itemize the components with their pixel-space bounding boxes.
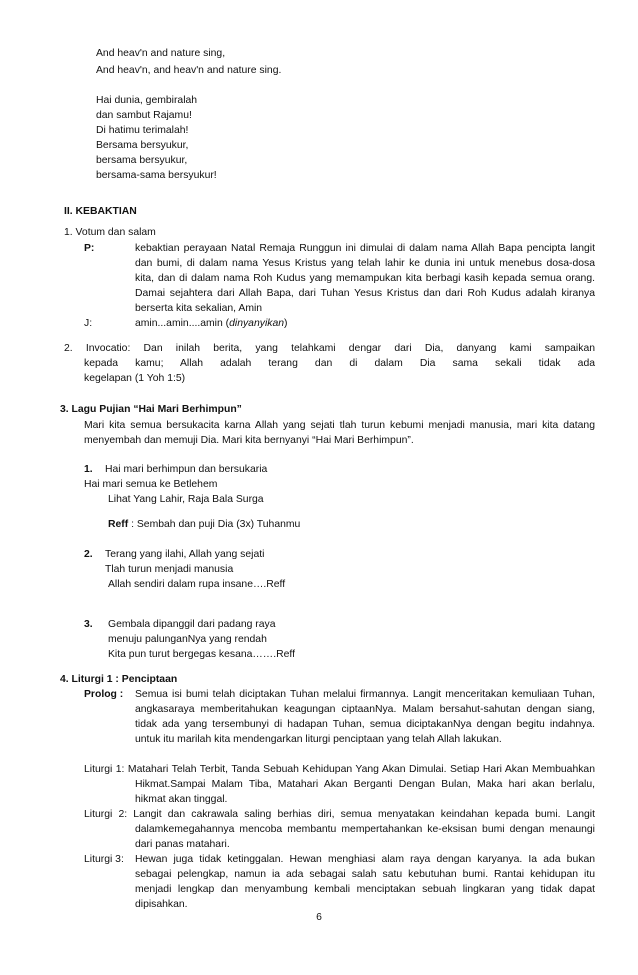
lagu-verse-line: Hai mari semua ke Betlehem — [84, 479, 218, 490]
liturgi-1-line: Hikmat.Sampai Malam Tiba, Matahari Akan Berganti Dengan Bulan, Maka hari akan berlalu, — [135, 779, 595, 790]
section-heading: II. KEBAKTIAN — [64, 206, 137, 217]
votum-j-line — [135, 317, 287, 330]
verse-line: Bersama bersyukur, — [96, 140, 189, 151]
verse-number: 1. — [84, 464, 93, 475]
lagu-verse-line: Gembala dipanggil dari padang raya — [108, 619, 276, 630]
votum-j-italic: dinyanyikan — [229, 318, 285, 329]
votum-p-line: Damai sejahtera dari Allah Bapa, dari Tuhan Yesus Kristus dan dari Roh Kudus adalah kiranya — [135, 288, 595, 299]
liturgi-2-line: dalamkemegahannya mencoba membantu mempertahankan ke-eksisan bumi dengan menaungi — [135, 824, 595, 835]
invocatio-line: 2. Invocatio: Dan inilah berita, yang telahkami dengar dari Dia, danyang kami sampaikan — [64, 343, 595, 354]
votum-j-close: ) — [284, 318, 288, 329]
reff-line — [108, 518, 300, 531]
song-end-line: And heav'n, and heav'n and nature sing. — [96, 65, 282, 76]
lagu-verse-line: Kita pun turut bergegas kesana…….Reff — [108, 649, 295, 660]
invocatio-line: kegelapan (1 Yoh 1:5) — [84, 373, 186, 384]
page-number: 6 — [316, 912, 322, 923]
votum-p-line: dan bumi, di dalam nama Yesus Kristus yang telah lahir ke dunia ini untuk menebus dosa-dosa — [135, 258, 595, 269]
lagu-heading: 3. Lagu Pujian “Hai Mari Berhimpun” — [60, 404, 242, 415]
lagu-verse-line: Lihat Yang Lahir, Raja Bala Surga — [108, 494, 264, 505]
verse-number: 3. — [84, 619, 93, 630]
votum-p-line: berserta kita sekalian, Amin — [135, 303, 263, 314]
liturgi-3-line: dipisahkan. — [135, 899, 188, 910]
lagu-verse-line: Terang yang ilahi, Allah yang sejati — [105, 549, 265, 560]
lagu-intro: menyembah dan memuji Dia. Mari kita bernyanyi “Hai Mari Berhimpun”. — [84, 435, 414, 446]
lagu-verse-line: Hai mari berhimpun dan bersukaria — [105, 464, 268, 475]
liturgi-1-line: hikmat akan tinggal. — [135, 794, 228, 805]
votum-item: 1. Votum dan salam — [64, 227, 156, 238]
reff-label: Reff — [108, 519, 129, 530]
liturgi-3-label: Liturgi 3: — [84, 854, 124, 865]
liturgi-2-line: Liturgi 2: Langit dan cakrawala saling berhias diri, semua menyatakan keindahan kepada bumi. Langit — [84, 809, 595, 820]
prolog-line: untuk itu marilah kita mendengarkan liturgi penciptaan yang telah Allah lakukan. — [135, 734, 502, 745]
lagu-verse-line: menuju palunganNya yang rendah — [108, 634, 267, 645]
lagu-intro: Mari kita semua bersukacita karna Allah yang sejati tlah turun kebumi menjadi manusia, mari kita datang — [84, 420, 595, 431]
votum-j-label: J: — [84, 318, 93, 329]
liturgi-3-line: sebagai pelengkap, namun ia ada sebagai salah satu kebutuhan bumi. Rantai kehidupan itu — [135, 869, 595, 880]
verse-line: bersama bersyukur, — [96, 155, 188, 166]
votum-p-line: kebaktian perayaan Natal Remaja Runggun ini dimulai di dalam nama Allah Bapa pencipta langit — [135, 243, 595, 254]
prolog-line: angkasaraya memberitahukan keagungan ciptaanNya. Malam bersahut-sahutan dengan siang, — [135, 704, 595, 715]
liturgi-heading: 4. Liturgi 1 : Penciptaan — [60, 674, 178, 685]
votum-p-line: kita, dan di dalam nama Roh Kudus yang memampukan kita berbagi kasih kepada semua orang. — [135, 273, 595, 284]
lagu-verse-line: Tlah turun menjadi manusia — [105, 564, 234, 575]
prolog-label: Prolog : — [84, 689, 124, 700]
votum-j-text: amin...amin....amin ( — [135, 318, 230, 329]
lagu-verse-line: Allah sendiri dalam rupa insane….Reff — [108, 579, 286, 590]
song-end-line: And heav'n and nature sing, — [96, 48, 226, 59]
verse-line: bersama-sama bersyukur! — [96, 170, 217, 181]
invocatio-line: kepada kamu; Allah adalah terang dan di dalam Dia sama sekali tidak ada — [84, 358, 595, 369]
verse-line: Hai dunia, gembiralah — [96, 95, 198, 106]
liturgi-2-line: dari panas matahari. — [135, 839, 230, 850]
liturgi-3-line: menjadi lengkap dan menyambung kembali menciptakan sebuah lingkaran yang tidak dapat — [135, 884, 595, 895]
prolog-line: tidak ada yang tersembunyi di hadapan Tuhan, semua diciptakanNya dengan begitu indahnya. — [135, 719, 595, 730]
verse-line: Di hatimu terimalah! — [96, 125, 189, 136]
votum-p-label: P: — [84, 243, 95, 254]
verse-number: 2. — [84, 549, 93, 560]
reff-text: : Sembah dan puji Dia (3x) Tuhanmu — [128, 519, 301, 530]
liturgi-1-line: Liturgi 1: Matahari Telah Terbit, Tanda Sebuah Kehidupan Yang Akan Dimulai. Setiap Hari Akan Membuahkan — [84, 764, 595, 775]
liturgi-3-line: Hewan juga tidak ketinggalan. Hewan menghiasi alam raya dengan karyanya. Ia ada bukan — [135, 854, 595, 865]
verse-line: dan sambut Rajamu! — [96, 110, 192, 121]
prolog-line: Semua isi bumi telah diciptakan Tuhan melalui firmannya. Langit menceritakan kemuliaan Tuhan, — [135, 689, 595, 700]
